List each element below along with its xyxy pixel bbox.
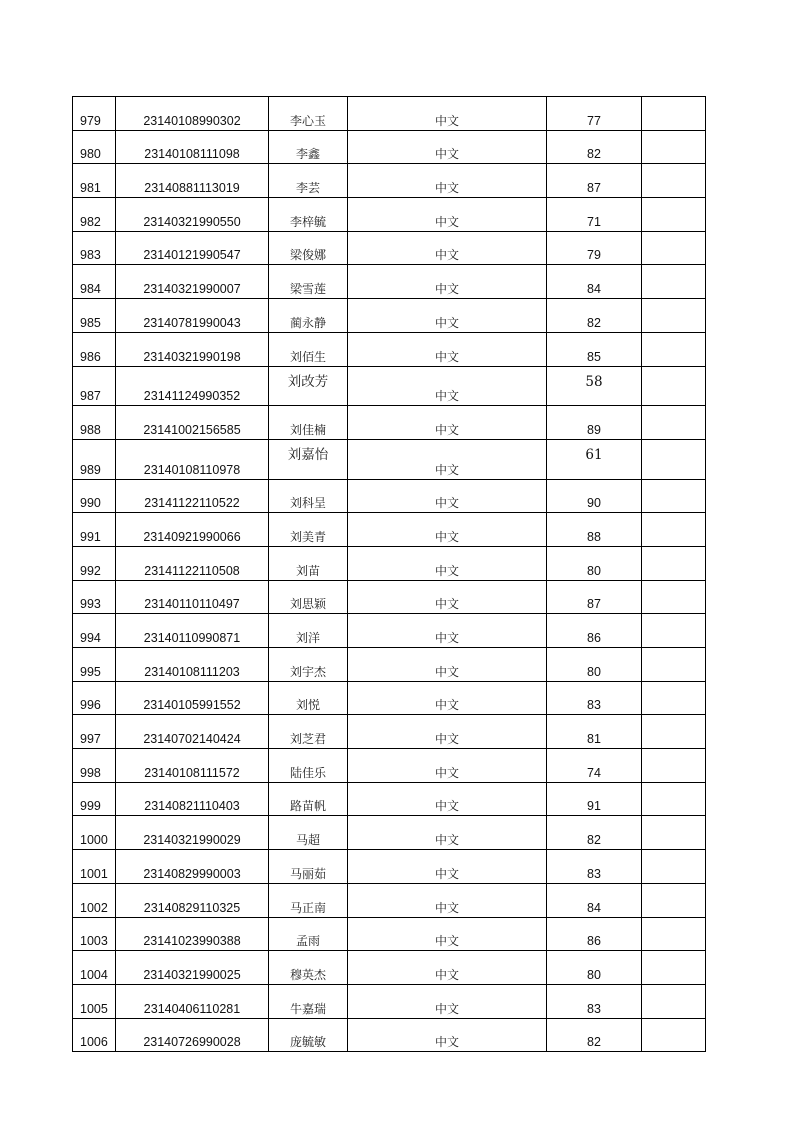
score-cell: 83: [547, 681, 642, 715]
candidate-id-cell: 23140702140424: [116, 715, 269, 749]
table-row: [73, 265, 706, 299]
row-number-cell: 996: [73, 681, 116, 715]
row-number-cell: 989: [73, 439, 116, 479]
subject-cell: 中文: [348, 332, 547, 366]
row-number-cell: 1003: [73, 917, 116, 951]
note-cell: [642, 406, 706, 440]
candidate-name-cell: 刘芝君: [269, 715, 348, 749]
note-cell: [642, 439, 706, 479]
score-cell: 84: [547, 883, 642, 917]
note-cell: [642, 299, 706, 333]
row-number-cell: 992: [73, 546, 116, 580]
note-cell: [642, 546, 706, 580]
note-cell: [642, 366, 706, 406]
table-row: [73, 366, 706, 406]
candidate-id-cell: 23140829110325: [116, 883, 269, 917]
candidate-id-cell: 23140321990198: [116, 332, 269, 366]
table-row: [73, 580, 706, 614]
note-cell: [642, 984, 706, 1018]
candidate-id-cell: 23141002156585: [116, 406, 269, 440]
score-cell: 88: [547, 513, 642, 547]
candidate-id-cell: 23141122110508: [116, 546, 269, 580]
table-row: [73, 1018, 706, 1052]
candidate-name-cell: 刘佰生: [269, 332, 348, 366]
subject-cell: 中文: [348, 513, 547, 547]
candidate-name-cell: 刘佳楠: [269, 406, 348, 440]
table-row: [73, 614, 706, 648]
table-row: [73, 681, 706, 715]
table-row: [73, 883, 706, 917]
note-cell: [642, 97, 706, 131]
table-row: [73, 951, 706, 985]
table-row: [73, 164, 706, 198]
row-number-cell: 982: [73, 198, 116, 232]
candidate-id-cell: 23140105991552: [116, 681, 269, 715]
table-row: [73, 198, 706, 232]
candidate-id-cell: 23140781990043: [116, 299, 269, 333]
score-cell: 87: [547, 164, 642, 198]
subject-cell: 中文: [348, 681, 547, 715]
candidate-name-cell: 马超: [269, 816, 348, 850]
note-cell: [642, 917, 706, 951]
subject-cell: 中文: [348, 1018, 547, 1052]
subject-cell: 中文: [348, 648, 547, 682]
note-cell: [642, 1018, 706, 1052]
table-row: [73, 231, 706, 265]
candidate-name-cell: 陆佳乐: [269, 749, 348, 783]
candidate-id-cell: 23141122110522: [116, 479, 269, 513]
candidate-name-cell: 李心玉: [269, 97, 348, 131]
subject-cell: 中文: [348, 231, 547, 265]
table-row: [73, 406, 706, 440]
score-cell: 77: [547, 97, 642, 131]
table-row: [73, 648, 706, 682]
note-cell: [642, 580, 706, 614]
score-cell: 82: [547, 130, 642, 164]
row-number-cell: 997: [73, 715, 116, 749]
candidate-name-cell: 刘思颖: [269, 580, 348, 614]
candidate-name-cell: 李鑫: [269, 130, 348, 164]
candidate-id-cell: 23140110990871: [116, 614, 269, 648]
table-row: [73, 546, 706, 580]
note-cell: [642, 332, 706, 366]
row-number-cell: 994: [73, 614, 116, 648]
subject-cell: 中文: [348, 299, 547, 333]
candidate-id-cell: 23140321990550: [116, 198, 269, 232]
candidate-id-cell: 23140726990028: [116, 1018, 269, 1052]
candidate-id-cell: 23140108111098: [116, 130, 269, 164]
score-cell: 86: [547, 614, 642, 648]
note-cell: [642, 164, 706, 198]
row-number-cell: 1000: [73, 816, 116, 850]
candidate-name-cell: 马丽茹: [269, 850, 348, 884]
candidate-name-cell: 马正南: [269, 883, 348, 917]
score-table: [72, 96, 706, 1052]
row-number-cell: 980: [73, 130, 116, 164]
candidate-id-cell: 23140321990025: [116, 951, 269, 985]
note-cell: [642, 749, 706, 783]
table-row: [73, 749, 706, 783]
score-cell: 82: [547, 1018, 642, 1052]
score-cell: 80: [547, 648, 642, 682]
subject-cell: 中文: [348, 265, 547, 299]
candidate-id-cell: 23140108110978: [116, 439, 269, 479]
table-row: [73, 917, 706, 951]
candidate-name-cell: 刘嘉怡: [269, 439, 348, 479]
candidate-id-cell: 23140321990029: [116, 816, 269, 850]
subject-cell: 中文: [348, 917, 547, 951]
candidate-name-cell: 刘科呈: [269, 479, 348, 513]
table-row: [73, 439, 706, 479]
table-row: [73, 513, 706, 547]
score-cell: 89: [547, 406, 642, 440]
candidate-name-cell: 刘美青: [269, 513, 348, 547]
table-row: [73, 332, 706, 366]
note-cell: [642, 951, 706, 985]
note-cell: [642, 681, 706, 715]
candidate-name-cell: 李芸: [269, 164, 348, 198]
row-number-cell: 1006: [73, 1018, 116, 1052]
candidate-id-cell: 23140829990003: [116, 850, 269, 884]
candidate-id-cell: 23140921990066: [116, 513, 269, 547]
subject-cell: 中文: [348, 130, 547, 164]
score-cell: 85: [547, 332, 642, 366]
score-cell: 86: [547, 917, 642, 951]
candidate-name-cell: 刘悦: [269, 681, 348, 715]
candidate-name-cell: 李梓毓: [269, 198, 348, 232]
subject-cell: 中文: [348, 580, 547, 614]
subject-cell: 中文: [348, 164, 547, 198]
note-cell: [642, 198, 706, 232]
score-cell: 82: [547, 816, 642, 850]
candidate-id-cell: 23140321990007: [116, 265, 269, 299]
score-cell: 61: [547, 439, 642, 479]
row-number-cell: 979: [73, 97, 116, 131]
subject-cell: 中文: [348, 816, 547, 850]
row-number-cell: 998: [73, 749, 116, 783]
subject-cell: 中文: [348, 198, 547, 232]
subject-cell: 中文: [348, 546, 547, 580]
table-row: [73, 984, 706, 1018]
score-cell: 79: [547, 231, 642, 265]
candidate-name-cell: 牛嘉瑞: [269, 984, 348, 1018]
score-cell: 83: [547, 850, 642, 884]
subject-cell: 中文: [348, 406, 547, 440]
table-row: [73, 816, 706, 850]
row-number-cell: 988: [73, 406, 116, 440]
note-cell: [642, 265, 706, 299]
score-cell: 81: [547, 715, 642, 749]
table-row: [73, 299, 706, 333]
row-number-cell: 1004: [73, 951, 116, 985]
candidate-name-cell: 路苗帆: [269, 782, 348, 816]
score-cell: 74: [547, 749, 642, 783]
subject-cell: 中文: [348, 850, 547, 884]
row-number-cell: 1005: [73, 984, 116, 1018]
score-cell: 71: [547, 198, 642, 232]
candidate-name-cell: 刘改芳: [269, 366, 348, 406]
candidate-name-cell: 梁雪莲: [269, 265, 348, 299]
score-cell: 84: [547, 265, 642, 299]
score-cell: 83: [547, 984, 642, 1018]
candidate-id-cell: 23140110110497: [116, 580, 269, 614]
note-cell: [642, 782, 706, 816]
table-row: [73, 850, 706, 884]
subject-cell: 中文: [348, 883, 547, 917]
note-cell: [642, 513, 706, 547]
table-row: [73, 97, 706, 131]
row-number-cell: 991: [73, 513, 116, 547]
candidate-name-cell: 穆英杰: [269, 951, 348, 985]
row-number-cell: 983: [73, 231, 116, 265]
candidate-id-cell: 23140406110281: [116, 984, 269, 1018]
subject-cell: 中文: [348, 984, 547, 1018]
candidate-name-cell: 刘宇杰: [269, 648, 348, 682]
table-row: [73, 782, 706, 816]
subject-cell: 中文: [348, 951, 547, 985]
row-number-cell: 987: [73, 366, 116, 406]
subject-cell: 中文: [348, 749, 547, 783]
candidate-id-cell: 23140108111203: [116, 648, 269, 682]
candidate-name-cell: 蔺永静: [269, 299, 348, 333]
note-cell: [642, 883, 706, 917]
subject-cell: 中文: [348, 479, 547, 513]
note-cell: [642, 648, 706, 682]
row-number-cell: 985: [73, 299, 116, 333]
row-number-cell: 981: [73, 164, 116, 198]
candidate-name-cell: 梁俊娜: [269, 231, 348, 265]
subject-cell: 中文: [348, 439, 547, 479]
score-cell: 87: [547, 580, 642, 614]
note-cell: [642, 614, 706, 648]
candidate-id-cell: 23140108111572: [116, 749, 269, 783]
candidate-id-cell: 23140821110403: [116, 782, 269, 816]
row-number-cell: 984: [73, 265, 116, 299]
subject-cell: 中文: [348, 97, 547, 131]
candidate-id-cell: 23141023990388: [116, 917, 269, 951]
table-row: [73, 479, 706, 513]
row-number-cell: 995: [73, 648, 116, 682]
row-number-cell: 1002: [73, 883, 116, 917]
row-number-cell: 1001: [73, 850, 116, 884]
note-cell: [642, 130, 706, 164]
row-number-cell: 986: [73, 332, 116, 366]
score-cell: 58: [547, 366, 642, 406]
candidate-name-cell: 孟雨: [269, 917, 348, 951]
score-cell: 80: [547, 951, 642, 985]
note-cell: [642, 850, 706, 884]
candidate-id-cell: 23140108990302: [116, 97, 269, 131]
score-cell: 90: [547, 479, 642, 513]
score-cell: 91: [547, 782, 642, 816]
note-cell: [642, 715, 706, 749]
candidate-id-cell: 23140121990547: [116, 231, 269, 265]
row-number-cell: 999: [73, 782, 116, 816]
score-cell: 82: [547, 299, 642, 333]
candidate-name-cell: 刘苗: [269, 546, 348, 580]
candidate-id-cell: 23141124990352: [116, 366, 269, 406]
table-row: [73, 130, 706, 164]
row-number-cell: 993: [73, 580, 116, 614]
candidate-name-cell: 刘洋: [269, 614, 348, 648]
subject-cell: 中文: [348, 715, 547, 749]
subject-cell: 中文: [348, 614, 547, 648]
subject-cell: 中文: [348, 366, 547, 406]
note-cell: [642, 231, 706, 265]
score-cell: 80: [547, 546, 642, 580]
note-cell: [642, 816, 706, 850]
subject-cell: 中文: [348, 782, 547, 816]
candidate-name-cell: 庞毓敏: [269, 1018, 348, 1052]
note-cell: [642, 479, 706, 513]
row-number-cell: 990: [73, 479, 116, 513]
candidate-id-cell: 23140881113019: [116, 164, 269, 198]
table-row: [73, 715, 706, 749]
